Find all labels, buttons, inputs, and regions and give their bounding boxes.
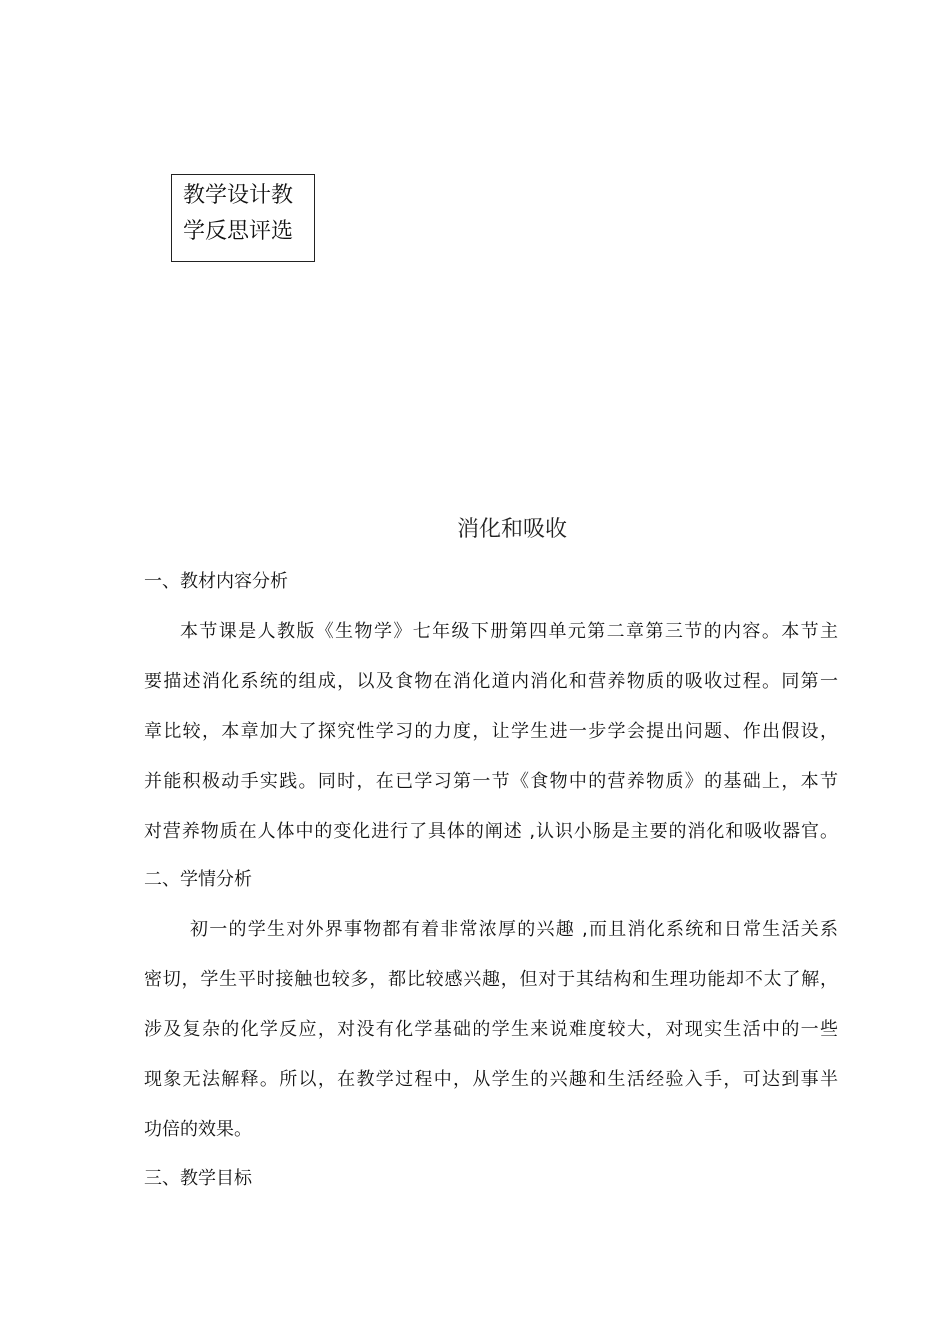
- section-heading-3: 三、教学目标: [144, 1168, 252, 1189]
- cover-title-line-2: 学反思评选: [183, 219, 294, 244]
- paragraph-line: 功倍的效果。: [144, 1119, 252, 1140]
- cover-title-line-1: 教学设计教: [183, 183, 294, 208]
- section-heading-1: 一、教材内容分析: [144, 571, 288, 592]
- paragraph-line: 章比较，本章加大了探究性学习的力度，让学生进一步学会提出问题、作出假设，: [144, 721, 838, 742]
- paragraph-line: 要描述消化系统的组成，以及食物在消化道内消化和营养物质的吸收过程。同第一: [144, 671, 838, 692]
- section-paragraph-1: [144, 607, 838, 857]
- paragraph-line: 涉及复杂的化学反应，对没有化学基础的学生来说难度较大，对现实生活中的一些: [144, 1019, 838, 1040]
- paragraph-line: 现象无法解释。所以，在教学过程中，从学生的兴趣和生活经验入手，可达到事半: [144, 1069, 838, 1090]
- cover-title-box: [171, 174, 315, 262]
- document-title: 消化和吸收: [456, 517, 567, 542]
- paragraph-line: 本节课是人教版《生物学》七年级下册第四单元第二章第三节的内容。本节主: [180, 621, 838, 642]
- paragraph-line: 并能积极动手实践。同时，在已学习第一节《食物中的营养物质》的基础上，本节: [144, 771, 838, 792]
- paragraph-line: 对营养物质在人体中的变化进行了具体的阐述 ,认识小肠是主要的消化和吸收器官。: [144, 821, 838, 842]
- paragraph-line: 密切，学生平时接触也较多，都比较感兴趣，但对于其结构和生理功能却不太了解，: [144, 969, 838, 990]
- paragraph-line: 初一的学生对外界事物都有着非常浓厚的兴趣 ,而且消化系统和日常生活关系: [190, 919, 838, 940]
- section-heading-2: 二、学情分析: [144, 869, 252, 890]
- section-paragraph-2: [144, 905, 838, 1155]
